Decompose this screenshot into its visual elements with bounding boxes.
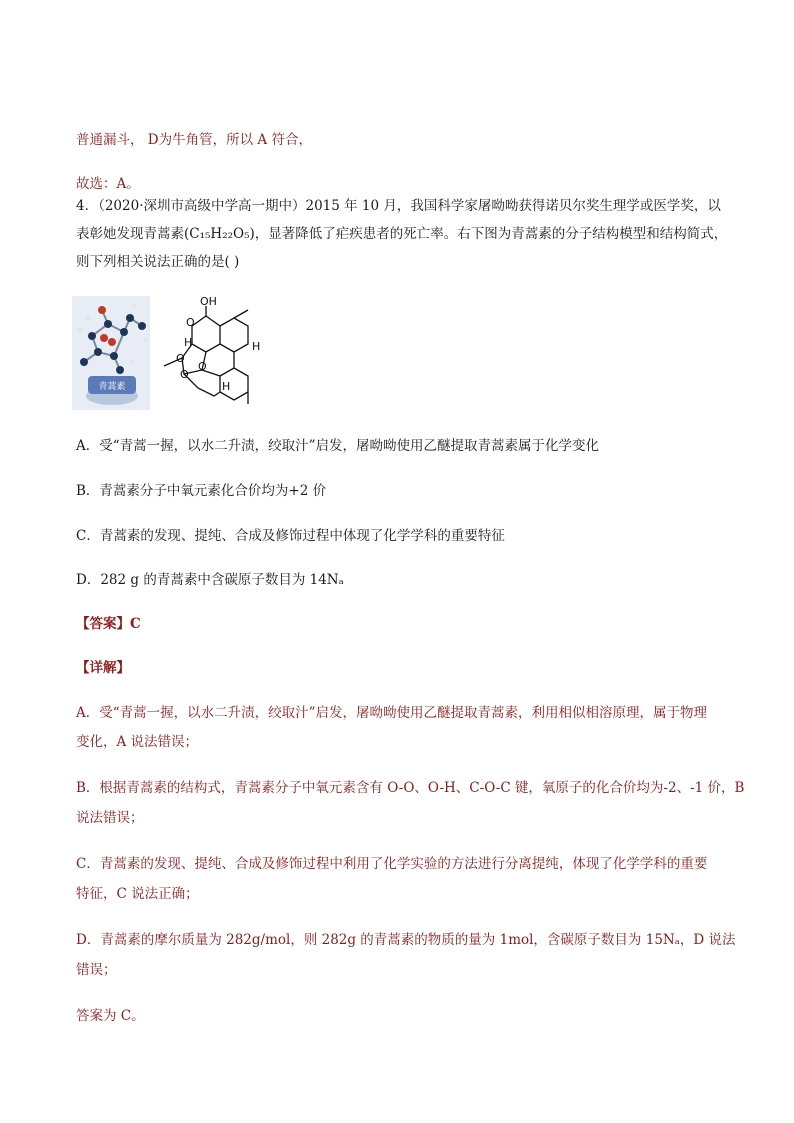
label-h3: H: [222, 380, 231, 393]
artemisinin-figure: [72, 296, 302, 411]
label-o1: O: [186, 316, 195, 329]
prev-answer-line-1: 普通漏斗， D为牛角管，所以 A 符合，: [76, 132, 312, 148]
answer-label: 【答案】C: [76, 616, 141, 632]
ball-stick-model-image: [72, 296, 150, 410]
label-o4: O: [180, 368, 189, 381]
detail-c-line-1: C．青蒿素的发现、提纯、合成及修饰过程中利用了化学实验的方法进行分离提纯，体现了化学学科的重要: [76, 856, 708, 872]
label-o2: O: [176, 352, 185, 365]
model-label: 青蒿素: [98, 382, 126, 392]
label-h1: H: [184, 336, 193, 349]
detail-d-line-1: D．青蒿素的摩尔质量为 282g/mol，则 282g 的青蒿素的物质的量为 1mol，含碳原子数目为 15Nₐ，D 说法: [76, 932, 736, 948]
detail-d-line-2: 错误；: [76, 962, 117, 978]
option-c: C．青蒿素的发现、提纯、合成及修饰过程中体现了化学学科的重要特征: [76, 528, 505, 544]
detail-a-line-1: A．受“青蒿一握，以水二升渍，绞取汁”启发，屠呦呦使用乙醚提取青蒿素，利用相似相溶原理，属于物理: [76, 705, 708, 721]
molecule-svg: [72, 296, 302, 411]
detail-title: 【详解】: [76, 660, 130, 676]
final-answer: 答案为 C。: [76, 1008, 145, 1024]
label-o3: O: [198, 360, 207, 373]
option-b: B．青蒿素分子中氧元素化合价均为+2 价: [76, 483, 327, 499]
question-line-1: 4．（2020·深圳市高级中学高一期中）2015 年 10 月，我国科学家屠呦呦获得诺贝尔奖生理学或医学奖，以: [76, 198, 721, 214]
question-line-3: 则下列相关说法正确的是( ): [76, 254, 240, 270]
detail-a-line-2: 变化，A 说法错误；: [76, 734, 199, 750]
question-line-2: 表彰她发现青蒿素(C₁₅H₂₂O₅)，显著降低了疟疾患者的死亡率。右下图为青蒿素的分子结构模型和结构简式，: [76, 226, 728, 242]
label-h2: H: [252, 340, 261, 353]
option-d: D．282 g 的青蒿素中含碳原子数目为 14Nₐ: [76, 572, 344, 588]
detail-b-line-1: B．根据青蒿素的结构式，青蒿素分子中氧元素含有 O-O、O-H、C-O-C 键，氧原子的化合价均为-2、-1 价，B: [76, 780, 745, 796]
detail-b-line-2: 说法错误；: [76, 810, 144, 826]
label-oh: OH: [200, 296, 217, 308]
option-a: A．受“青蒿一握，以水二升渍，绞取汁”启发，屠呦呦使用乙醚提取青蒿素属于化学变化: [76, 438, 600, 454]
prev-answer-line-2: 故选：A。: [76, 176, 140, 192]
detail-c-line-2: 特征，C 说法正确；: [76, 886, 199, 902]
